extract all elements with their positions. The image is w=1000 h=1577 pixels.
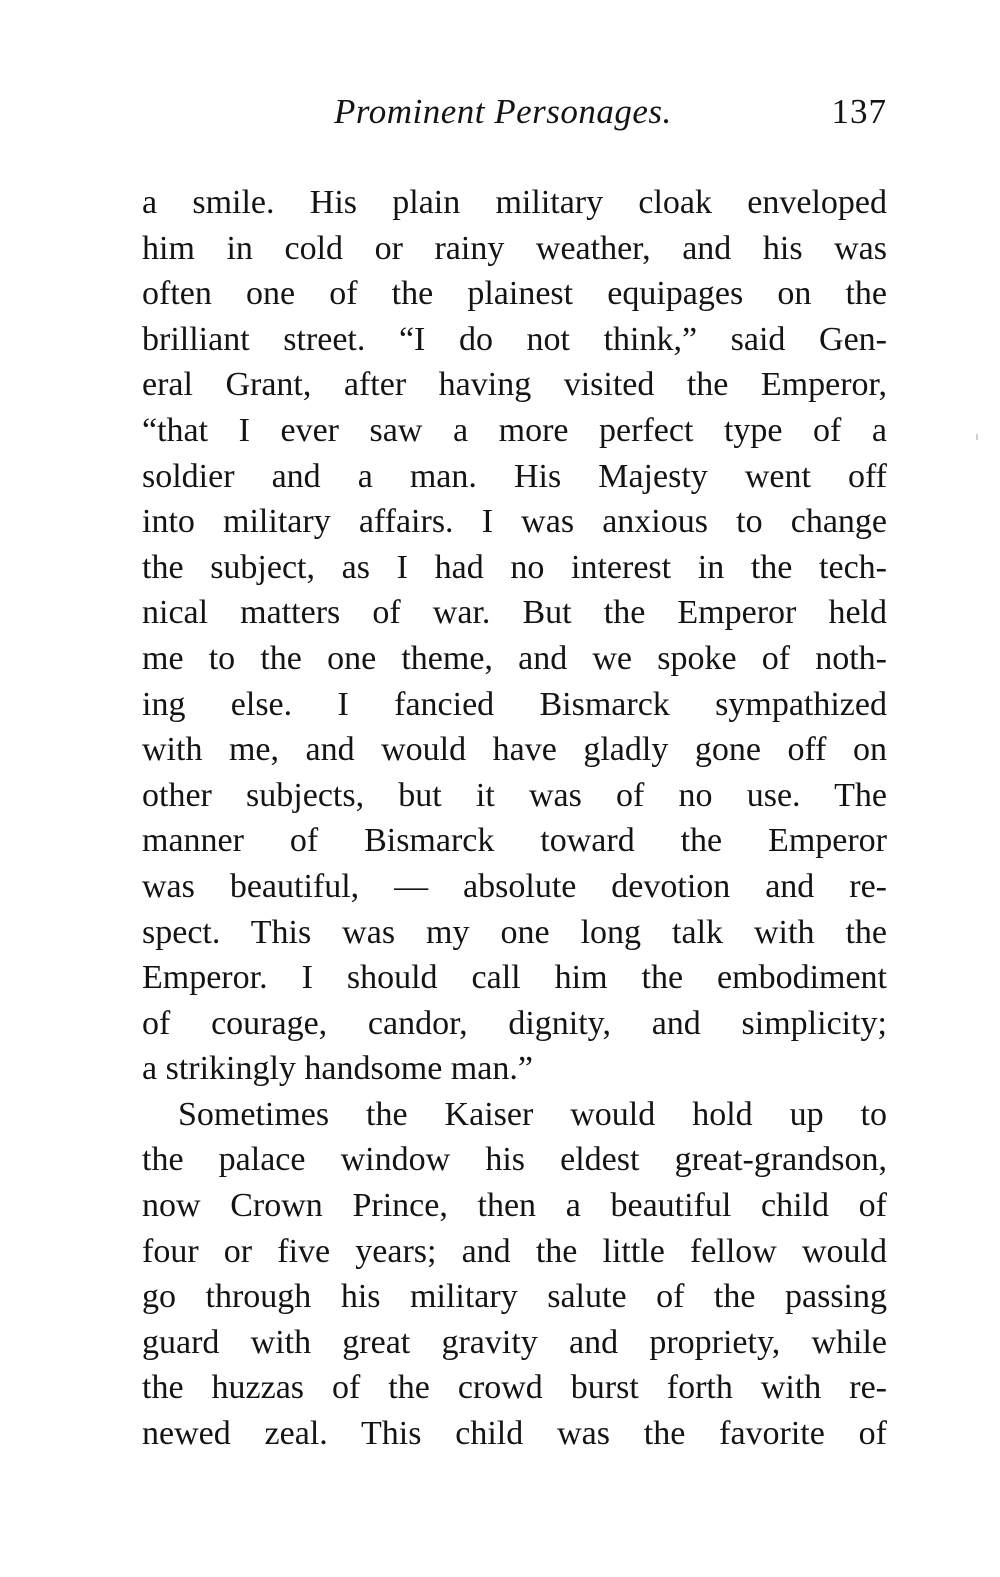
scan-speck bbox=[976, 434, 978, 440]
text-line: other subjects, but it was of no use. The bbox=[142, 776, 887, 814]
text-line: “that I ever saw a more perfect type of a bbox=[142, 411, 887, 449]
paragraph-end-line: a strikingly handsome man.” bbox=[142, 1050, 533, 1088]
text-line: was beautiful, — absolute devotion and re- bbox=[142, 867, 887, 905]
text-line: eral Grant, after having visited the Emperor, bbox=[142, 366, 887, 404]
page-header bbox=[142, 92, 887, 140]
text-line: often one of the plainest equipages on the bbox=[142, 275, 887, 313]
text-line: brilliant street. “I do not think,” said Gen- bbox=[142, 320, 887, 358]
text-line: the subject, as I had no interest in the tech- bbox=[142, 548, 887, 586]
text-line: go through his military salute of the passing bbox=[142, 1278, 887, 1316]
page-number: 137 bbox=[831, 92, 887, 131]
text-line: Emperor. I should call him the embodiment bbox=[142, 959, 887, 997]
text-line: now Crown Prince, then a beautiful child of bbox=[142, 1187, 887, 1225]
text-line: the huzzas of the crowd burst forth with re- bbox=[142, 1369, 887, 1407]
text-line: him in cold or rainy weather, and his was bbox=[142, 229, 887, 267]
text-line: with me, and would have gladly gone off on bbox=[142, 731, 887, 769]
text-line: into military affairs. I was anxious to change bbox=[142, 503, 887, 541]
text-line: the palace window his eldest great-grandson, bbox=[142, 1141, 887, 1179]
body-text bbox=[142, 180, 887, 1457]
text-line: guard with great gravity and propriety, while bbox=[142, 1323, 887, 1361]
text-line: ing else. I fancied Bismarck sympathized bbox=[142, 685, 887, 723]
text-line: nical matters of war. But the Emperor held bbox=[142, 594, 887, 632]
text-line: newed zeal. This child was the favorite of bbox=[142, 1415, 887, 1453]
text-line: a smile. His plain military cloak enveloped bbox=[142, 184, 887, 221]
text-line: four or five years; and the little fellow would bbox=[142, 1232, 887, 1270]
text-line: me to the one theme, and we spoke of noth- bbox=[142, 639, 887, 677]
running-title: Prominent Personages. bbox=[334, 92, 672, 131]
paragraph-start-line: Sometimes the Kaiser would hold up to bbox=[178, 1095, 887, 1133]
text-line: spect. This was my one long talk with the bbox=[142, 913, 887, 951]
text-line: soldier and a man. His Majesty went off bbox=[142, 457, 887, 495]
text-line: of courage, candor, dignity, and simplicity; bbox=[142, 1004, 887, 1042]
text-line: manner of Bismarck toward the Emperor bbox=[142, 822, 887, 860]
